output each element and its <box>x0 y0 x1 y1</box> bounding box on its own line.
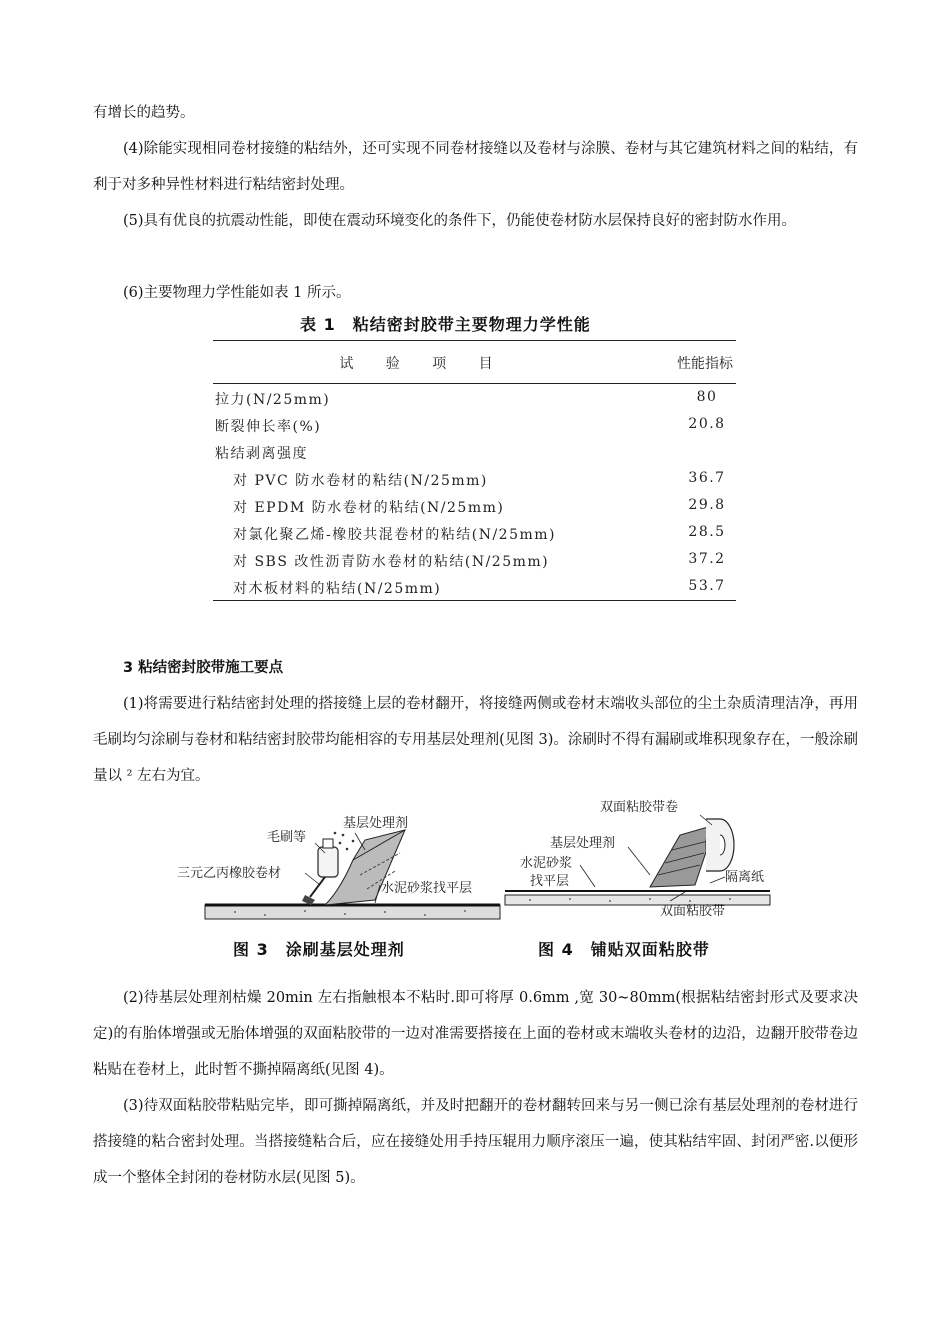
row-name: 对 SBS 改性沥青防水卷材的粘结(N/25mm) <box>233 554 550 570</box>
fig4-label-release: 隔离纸 <box>725 870 765 885</box>
figure-3 <box>175 805 505 959</box>
fig3-label-screed: 水泥砂浆找平层 <box>381 881 473 896</box>
row-value: 36.7 <box>688 470 726 486</box>
table-header-item: 试 验 项 目 <box>339 356 507 372</box>
section-heading: 3 粘结密封胶带施工要点 <box>123 660 284 676</box>
fig4-label-mortar: 水泥砂浆 <box>520 856 573 871</box>
row-name: 对 EPDM 防水卷材的粘结(N/25mm) <box>233 500 505 516</box>
table-row <box>213 384 736 411</box>
row-name: 对氯化聚乙烯-橡胶共混卷材的粘结(N/25mm) <box>233 527 556 543</box>
table-row <box>213 438 736 465</box>
table-header <box>213 341 736 384</box>
fig4-label-primer: 基层处理剂 <box>550 836 616 851</box>
properties-table <box>213 340 736 601</box>
table-row <box>213 411 736 438</box>
row-name: 对木板材料的粘结(N/25mm) <box>233 581 442 597</box>
row-value: 80 <box>696 389 718 405</box>
fig4-label-level: 找平层 <box>530 874 570 889</box>
paragraph: (2)待基层处理剂枯燥 20min 左右指触根本不粘时.即可将厚 0.6mm ,宽 30~80mm(根据粘结密封形式及要求决定)的有胎体增强或无胎体增强的双面粘胶带的一边对准需要搭接在上面的卷材或末端收头卷材的边沿，边翻开胶带卷边粘贴在卷材上，此时暂不撕掉隔离纸(见图 4)。 <box>93 990 858 1078</box>
paragraph: (5)具有优良的抗震动性能，即使在震动环境变化的条件下，仍能使卷材防水层保持良好的密封防水作用。 <box>123 213 797 229</box>
row-name: 粘结剥离强度 <box>215 446 308 462</box>
figure-3-caption: 图 3 涂刷基层处理剂 <box>233 940 405 959</box>
paragraph: (3)待双面粘胶带粘贴完毕，即可撕掉隔离纸，并及时把翻开的卷材翻转回来与另一侧已涂有基层处理剂的卷材进行搭接缝的粘合密封处理。当搭接缝粘合后，应在接缝处用手持压辊用力顺序滚压一遍，使其粘结牢固、封闭严密.以便形成一个整体全封闭的卷材防水层(见图 5)。 <box>93 1098 858 1186</box>
fig3-label-primer: 基层处理剂 <box>343 816 409 831</box>
row-name: 拉力(N/25mm) <box>215 392 331 408</box>
table-row <box>213 465 736 492</box>
figure-3-drawing <box>175 805 505 930</box>
table-row <box>213 573 736 600</box>
table-row <box>213 519 736 546</box>
figure-4 <box>500 795 775 959</box>
row-name: 对 PVC 防水卷材的粘结(N/25mm) <box>233 473 488 489</box>
row-value: 20.8 <box>688 416 726 432</box>
paragraph: (6)主要物理力学性能如表 1 所示。 <box>123 285 351 301</box>
paragraph: (4)除能实现相同卷材接缝的粘结外，还可实现不同卷材接缝以及卷材与涂膜、卷材与其它建筑材料之间的粘结，有利于对多种异性材料进行粘结密封处理。 <box>93 141 858 193</box>
row-value: 28.5 <box>688 524 726 540</box>
table-row <box>213 492 736 519</box>
paragraph: (1)将需要进行粘结密封处理的搭接缝上层的卷材翻开，将接缝两侧或卷材末端收头部位的尘土杂质清理洁净，再用毛刷均匀涂刷与卷材和粘结密封胶带均能相容的专用基层处理剂(见图 3)。涂刷时不得有漏刷或堆积现象存在，一般涂刷量以 ² 左右为宜。 <box>93 696 858 784</box>
table-header-value: 性能指标 <box>677 356 733 372</box>
row-value: 53.7 <box>688 578 726 594</box>
fig4-label-roll: 双面粘胶带卷 <box>600 800 679 815</box>
row-name: 断裂伸长率(%) <box>215 419 322 435</box>
table-caption: 表 1 粘结密封胶带主要物理力学性能 <box>300 315 591 334</box>
table-row <box>213 546 736 573</box>
paragraph: 有增长的趋势。 <box>93 105 195 121</box>
fig3-label-membrane: 三元乙丙橡胶卷材 <box>177 866 282 881</box>
figure-4-drawing <box>500 795 775 930</box>
fig4-label-tape: 双面粘胶带 <box>660 904 726 919</box>
figure-4-caption: 图 4 铺贴双面粘胶带 <box>538 940 710 959</box>
row-value: 37.2 <box>688 551 726 567</box>
fig3-label-brush: 毛刷等 <box>267 830 307 845</box>
row-value: 29.8 <box>688 497 726 513</box>
